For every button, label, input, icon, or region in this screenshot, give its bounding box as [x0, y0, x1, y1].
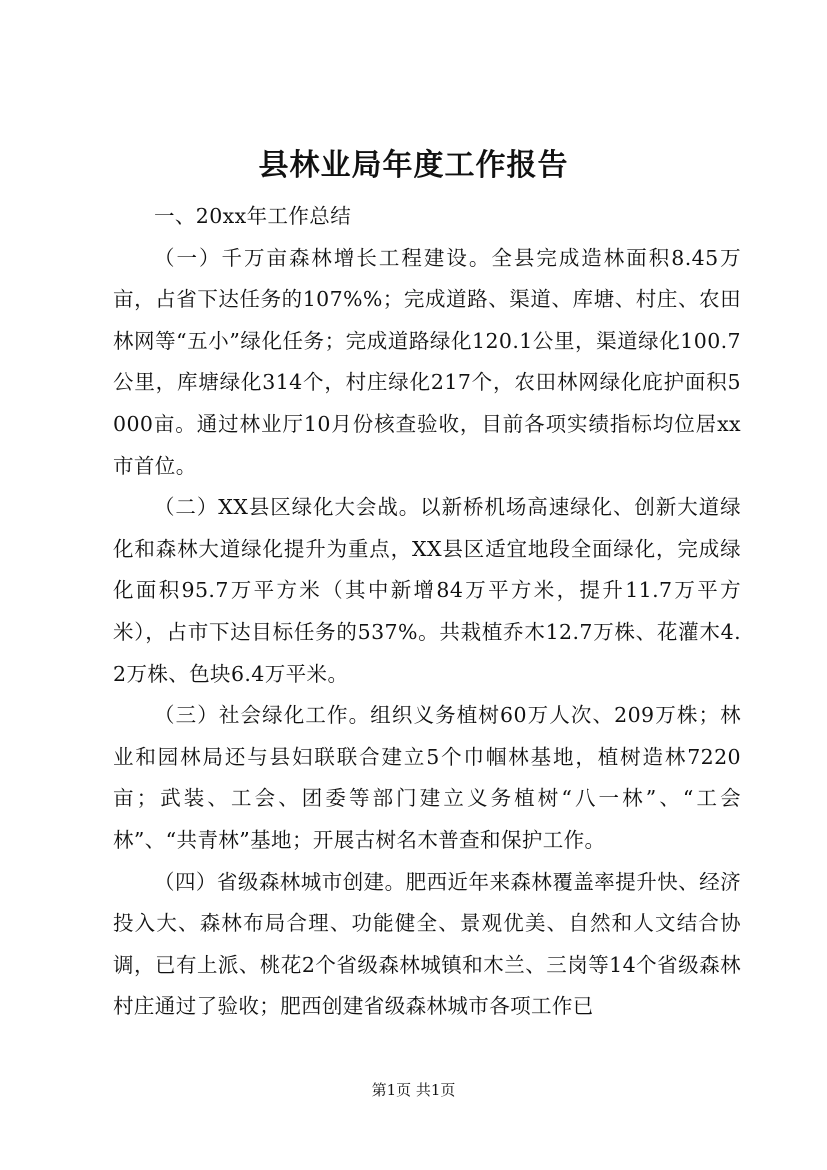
paragraph-greening-campaign: （二）XX县区绿化大会战。以新桥机场高速绿化、创新大道绿化和森林大道绿化提升为重点，XX县区适宜地段全面绿化，完成绿化面积95.7万平方米（其中新增84万平方米，提升11.7万平方米），占市下达目标任务的537%。共栽植乔木12.7万株、花灌木4.2万株、色块6.4万平米。 [113, 495, 741, 686]
document-body [113, 196, 741, 1028]
section-heading: 一、20xx年工作总结 [154, 204, 352, 228]
paragraph-forest-growth: （一）千万亩森林增长工程建设。全县完成造林面积8.45万亩，占省下达任务的107%%；完成道路、渠道、库塘、村庄、农田林网等“五小”绿化任务；完成道路绿化120.1公里，渠道绿化100.7公里，库塘绿化314个，村庄绿化217个，农田林网绿化庇护面积5000亩。通过林业厅10月份核查验收，目前各项实绩指标均位居xx市首位。 [113, 245, 741, 478]
document-title: 县林业局年度工作报告 [258, 148, 569, 183]
paragraph-forest-city: （四）省级森林城市创建。肥西近年来森林覆盖率提升快、经济投入大、森林布局合理、功能健全、景观优美、自然和人文结合协调，已有上派、桃花2个省级森林城镇和木兰、三岗等14个省级森林村庄通过了验收；肥西创建省级森林城市各项工作已 [113, 869, 741, 1019]
paragraph-social-greening: （三）社会绿化工作。组织义务植树60万人次、209万株；林业和园林局还与县妇联联合建立5个巾帼林基地，植树造林7220亩；武装、工会、团委等部门建立义务植树“八一林”、“工会林”、“共青林”基地；开展古树名木普查和保护工作。 [113, 703, 741, 852]
page-footer: 第1页 共1页 [371, 1081, 456, 1099]
